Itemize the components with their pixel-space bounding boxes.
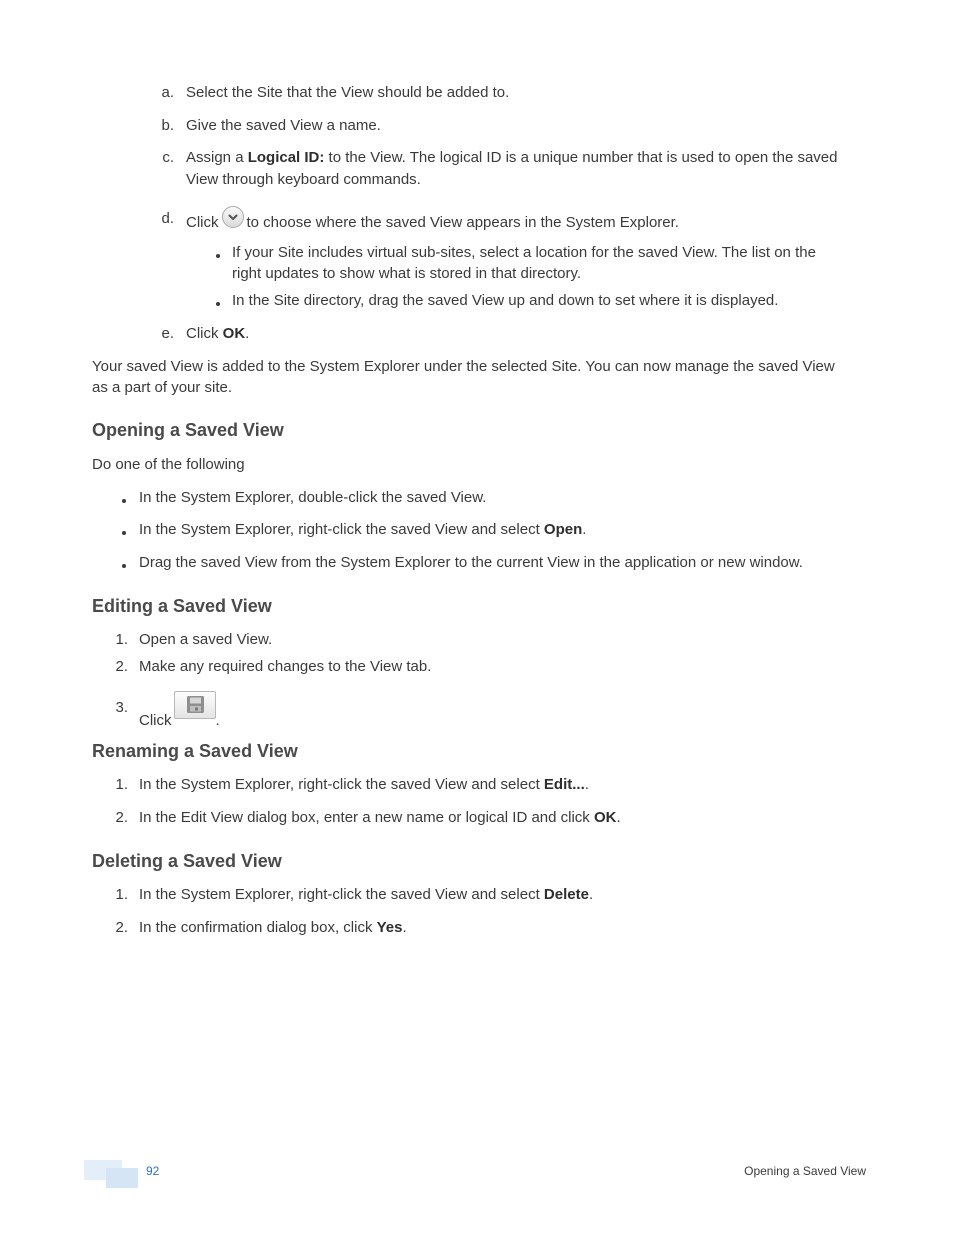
- editing-step-1: Open a saved View.: [139, 631, 273, 648]
- step-label-e: e.: [161, 325, 174, 342]
- editing-step-num: 1.: [115, 631, 128, 648]
- deleting-step-2: In the confirmation dialog box, click Yes.: [139, 919, 407, 936]
- step-d-bullet-1-line2: right updates to show what is stored in that directory.: [232, 265, 582, 282]
- deleting-step-1: In the System Explorer, right-click the saved View and select Delete.: [139, 886, 594, 903]
- step-label-d: d.: [161, 210, 174, 227]
- renaming-step-num: 2.: [115, 809, 128, 826]
- editing-step-2: Make any required changes to the View tab.: [139, 658, 432, 675]
- heading-opening: Opening a Saved View: [92, 420, 284, 440]
- editing-step-3: Click .: [139, 697, 220, 731]
- summary-line-2: as a part of your site.: [92, 379, 233, 396]
- footer-decoration: [84, 1160, 140, 1188]
- bullet-dot: [216, 302, 220, 306]
- editing-step-num: 3.: [115, 699, 128, 716]
- step-text-a: Select the Site that the View should be added to.: [186, 84, 510, 101]
- chevron-down-icon: [222, 206, 244, 228]
- logical-id-term: Logical ID:: [247, 149, 325, 166]
- bullet-dot: [122, 531, 126, 535]
- heading-deleting: Deleting a Saved View: [92, 851, 282, 871]
- opening-bullet-3: Drag the saved View from the System Explorer to the current View in the application or new window.: [139, 554, 803, 571]
- bullet-dot: [122, 499, 126, 503]
- step-text-c-line2: View through keyboard commands.: [186, 171, 421, 188]
- renaming-step-2: In the Edit View dialog box, enter a new name or logical ID and click OK.: [139, 809, 621, 826]
- opening-intro: Do one of the following: [92, 456, 245, 473]
- deleting-step-num: 2.: [115, 919, 128, 936]
- footer-section-title: Opening a Saved View: [744, 1164, 866, 1178]
- step-d-bullet-1: If your Site includes virtual sub-sites, select a location for the saved View. The list on the: [232, 244, 816, 261]
- step-label-c: c.: [162, 149, 174, 166]
- bullet-dot: [216, 254, 220, 258]
- summary-line-1: Your saved View is added to the System Explorer under the selected Site. You can now manage the saved View: [92, 358, 835, 375]
- heading-editing: Editing a Saved View: [92, 596, 272, 616]
- editing-step-num: 2.: [115, 658, 128, 675]
- step-text-d: Click to choose where the saved View appears in the System Explorer.: [186, 209, 679, 233]
- step-label-a: a.: [161, 84, 174, 101]
- renaming-step-num: 1.: [115, 776, 128, 793]
- step-text-b: Give the saved View a name.: [186, 117, 381, 134]
- bullet-dot: [122, 564, 126, 568]
- deleting-step-num: 1.: [115, 886, 128, 903]
- opening-bullet-1: In the System Explorer, double-click the saved View.: [139, 489, 487, 506]
- opening-bullet-2: In the System Explorer, right-click the saved View and select Open.: [139, 521, 587, 538]
- step-d-bullet-2: In the Site directory, drag the saved View up and down to set where it is displayed.: [232, 292, 779, 309]
- page-number: 92: [146, 1164, 160, 1178]
- save-icon: [174, 691, 216, 719]
- step-text-e: Click OK.: [186, 325, 250, 342]
- step-text-c: Assign a Logical ID: to the View. The logical ID is a unique number that is used to open the saved: [186, 149, 838, 166]
- renaming-step-1: In the System Explorer, right-click the saved View and select Edit....: [139, 776, 589, 793]
- step-label-b: b.: [161, 117, 174, 134]
- heading-renaming: Renaming a Saved View: [92, 741, 298, 761]
